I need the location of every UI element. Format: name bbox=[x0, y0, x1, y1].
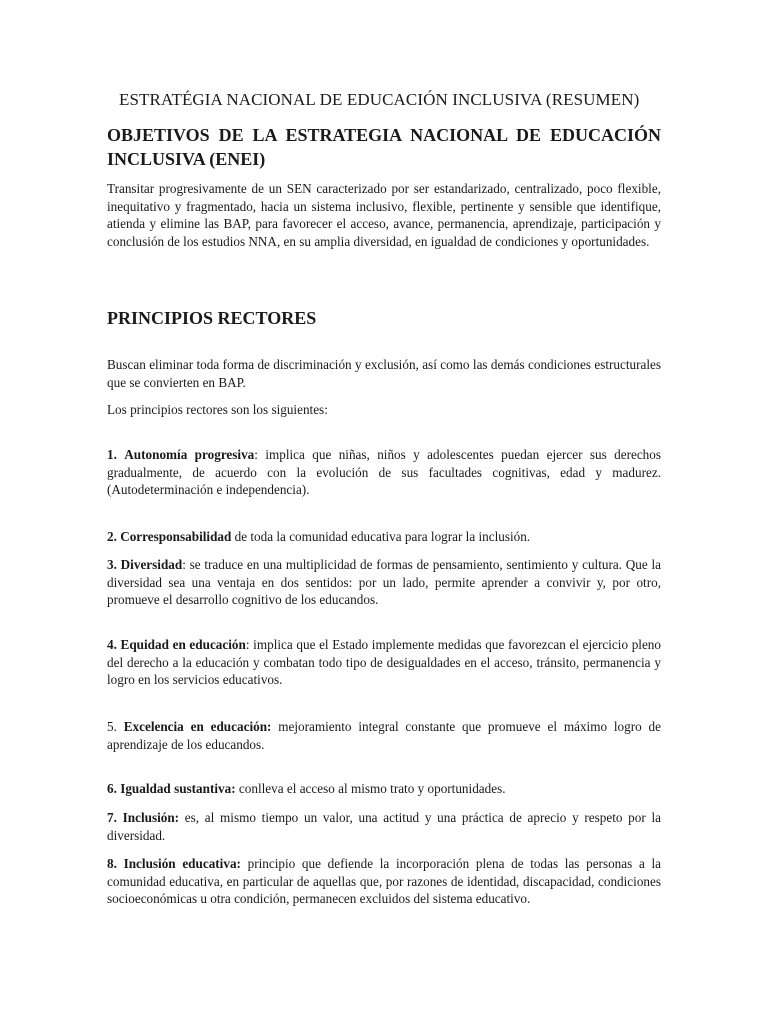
principle-term: Inclusión educativa: bbox=[123, 856, 241, 871]
principios-heading: PRINCIPIOS RECTORES bbox=[107, 308, 317, 328]
principle-number: 6. bbox=[107, 781, 117, 796]
objetivos-paragraph: Transitar progresivamente de un SEN caracterizado por ser estandarizado, centralizado, poco flexible, inequitativo y fragmentado, hacia un sistema inclusivo, flexible, pertinente y sensible que identifique, atienda y elimine las BAP, para favorecer el acceso, avance, permanencia, aprendizaje, participación y conclusión de los estudios NNA, en su amplia diversidad, en igualdad de condiciones y oportunidades. bbox=[107, 181, 661, 249]
principle-item-inclusion bbox=[107, 809, 661, 844]
principle-number: 7. bbox=[107, 810, 117, 825]
principle-item-autonomia bbox=[107, 446, 661, 499]
principle-number: 2. bbox=[107, 529, 117, 544]
principle-number: 4. bbox=[107, 637, 117, 652]
principle-number: 1. bbox=[107, 447, 117, 462]
principle-item-corresponsabilidad bbox=[107, 528, 661, 546]
principle-text: mejoramiento integral constante que promueve el máximo logro de aprendizaje de los educandos. bbox=[107, 719, 661, 752]
principle-item-equidad bbox=[107, 636, 661, 689]
principle-term: Igualdad sustantiva: bbox=[120, 781, 236, 796]
principle-term: Autonomía progresiva bbox=[124, 447, 255, 462]
principle-text: : implica que el Estado implemente medidas que favorezcan el ejercicio pleno del derecho a la educación y combatan todo tipo de desigualdades en el acceso, tránsito, permanencia y logro en los servicios educativos. bbox=[107, 637, 661, 688]
principle-term: Inclusión: bbox=[122, 810, 180, 825]
principle-text: conlleva el acceso al mismo trato y oportunidades. bbox=[235, 781, 506, 796]
document-title: ESTRATÉGIA NACIONAL DE EDUCACIÓN INCLUSIVA (RESUMEN) bbox=[119, 90, 640, 109]
principle-term: Excelencia en educación: bbox=[123, 719, 272, 734]
principle-text: : se traduce en una multiplicidad de formas de pensamiento, sentimiento y cultura. Que la diversidad sea una ventaja en dos sentidos: por un lado, permite aprender a convivir y, por otro, promueve el desarrollo cognitivo de los educandos. bbox=[107, 557, 662, 608]
principle-term: Corresponsabilidad bbox=[120, 529, 232, 544]
principle-text: de toda la comunidad educativa para lograr la inclusión. bbox=[231, 529, 531, 544]
principle-number: 5. bbox=[107, 719, 117, 734]
principle-term: Diversidad bbox=[120, 557, 183, 572]
principle-text: es, al mismo tiempo un valor, una actitud y una práctica de aprecio y respeto por la diversidad. bbox=[107, 810, 662, 843]
principle-item-inclusion-educativa bbox=[107, 855, 661, 908]
principle-number: 3. bbox=[107, 557, 117, 572]
principle-item-diversidad bbox=[107, 556, 661, 609]
principle-text: : implica que niñas, niños y adolescentes puedan ejercer sus derechos gradualmente, de acuerdo con la evolución de sus facultades cognitivas, edad y madurez. (Autodeterminación e independencia). bbox=[107, 447, 661, 498]
principle-item-igualdad bbox=[107, 780, 661, 798]
principios-intro-paragraph: Buscan eliminar toda forma de discriminación y exclusión, así como las demás condiciones estructurales que se convierten en BAP. bbox=[107, 357, 661, 390]
principle-term: Equidad en educación bbox=[120, 637, 246, 652]
principle-item-excelencia bbox=[107, 718, 661, 753]
principle-number: 8. bbox=[107, 856, 117, 871]
principle-text: principio que defiende la incorporación plena de todas las personas a la comunidad educativa, en particular de aquellas que, por razones de identidad, discapacidad, condiciones socioeconómicas u otra condición, permanecen excluidos del sistema educativo. bbox=[107, 856, 662, 907]
principios-list-intro: Los principios rectores son los siguientes: bbox=[107, 402, 328, 417]
objetivos-heading: OBJETIVOS DE LA ESTRATEGIA NACIONAL DE EDUCACIÓN INCLUSIVA (ENEI) bbox=[107, 125, 661, 169]
